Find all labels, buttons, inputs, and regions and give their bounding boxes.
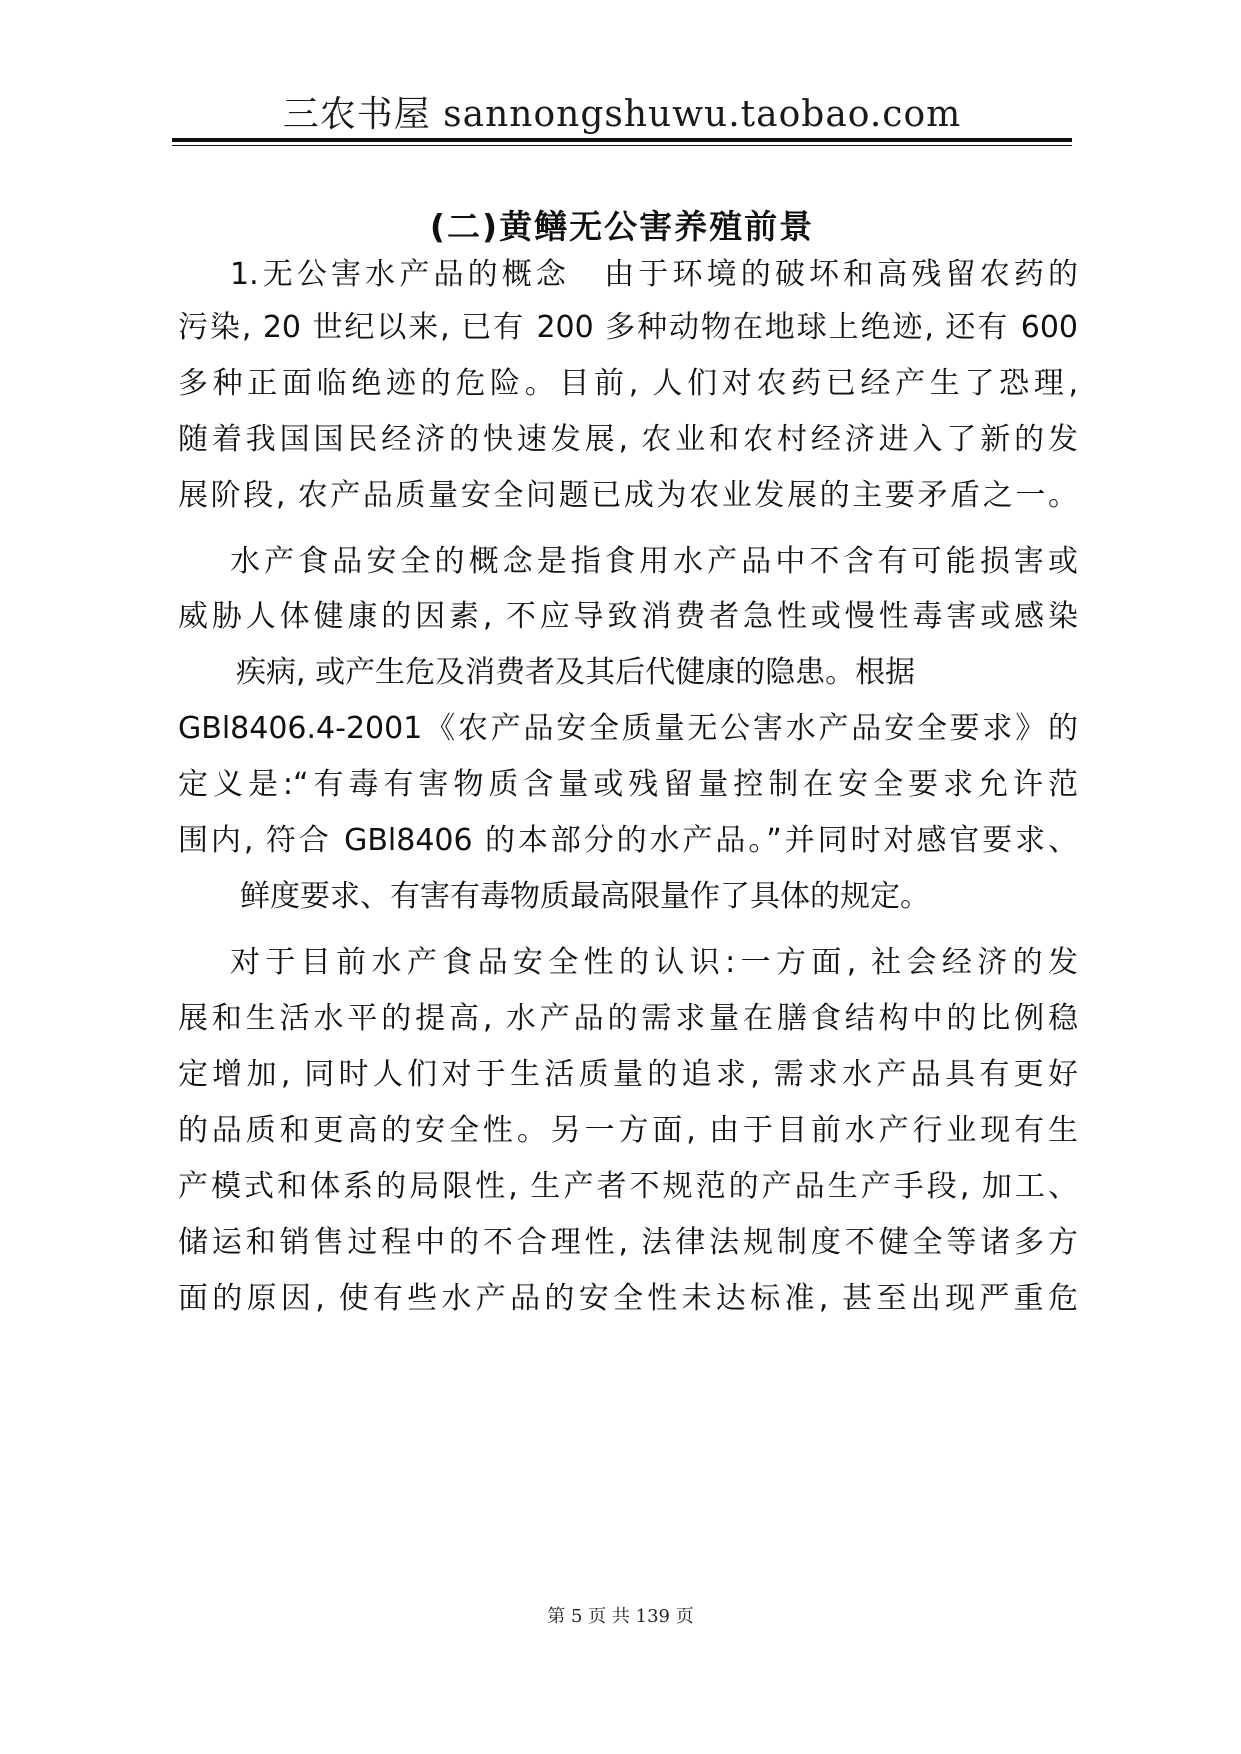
paragraph-line: GBl8406.4-2001《农产品安全质量无公害水产品安全要求》的 (178, 711, 1078, 746)
paragraph-line: 定增加, 同时人们对于生活质量的追求, 需求水产品具有更好 (178, 1057, 1078, 1092)
paragraph-line: 展和生活水平的提高, 水产品的需求量在膳食结构中的比例稳 (178, 1001, 1078, 1036)
paragraph-line: 围内, 符合 GBl8406 的本部分的水产品。”并同时对感官要求、 (178, 823, 1078, 858)
section-title: (二)黄鳝无公害养殖前景 (429, 207, 815, 246)
paragraph-line: 展阶段, 农产品质量安全问题已成为农业发展的主要矛盾之一。 (178, 478, 1078, 513)
paragraph-line: 面的原因, 使有些水产品的安全性未达标准, 甚至出现严重危 (178, 1281, 1078, 1316)
header-rule-thick (172, 138, 1072, 142)
paragraph-line: 威胁人体健康的因素, 不应导致消费者急性或慢性毒害或感染 (178, 599, 1078, 634)
paragraph-line: 污染, 20 世纪以来, 已有 200 多种动物在地球上绝迹, 还有 600 (178, 310, 1078, 345)
header-rule-thin (172, 145, 1072, 146)
paragraph-line: 的品质和更高的安全性。另一方面, 由于目前水产行业现有生 (178, 1113, 1078, 1148)
paragraph-line: 水产食品安全的概念是指食用水产品中不含有可能损害或 (230, 544, 1078, 579)
page-footer: 第 5 页 共 139 页 (547, 1606, 694, 1627)
paragraph-line: 疾病, 或产生危及消费者及其后代健康的隐患。根据 (236, 655, 916, 690)
paragraph-line: 定义是:“有毒有害物质含量或残留量控制在安全要求允许范 (178, 767, 1078, 802)
paragraph-line: 产模式和体系的局限性, 生产者不规范的产品生产手段, 加工、 (178, 1169, 1078, 1204)
paragraph-line: 多种正面临绝迹的危险。目前, 人们对农药已经产生了恐理, (178, 366, 1078, 401)
paragraph-line: 鲜度要求、有害有毒物质最高限量作了具体的规定。 (240, 879, 930, 914)
page-header: 三农书屋 sannongshuwu.taobao.com (282, 94, 962, 135)
paragraph-line: 对于目前水产食品安全性的认识:一方面, 社会经济的发 (230, 945, 1078, 980)
paragraph-line: 随着我国国民经济的快速发展, 农业和农村经济进入了新的发 (178, 422, 1078, 457)
paragraph-line: 储运和销售过程中的不合理性, 法律法规制度不健全等诸多方 (178, 1225, 1078, 1260)
paragraph-line: 1.无公害水产品的概念 由于环境的破坏和高残留农药的 (230, 257, 1078, 292)
